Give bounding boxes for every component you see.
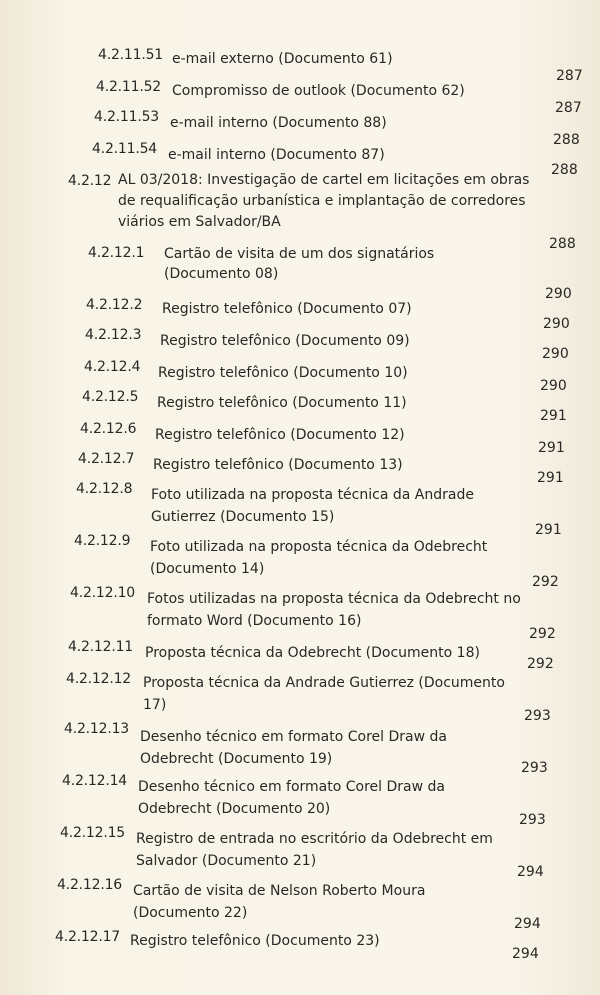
entry-page-number: 294 xyxy=(512,946,539,962)
entry-title: Cartão de visita de Nelson Roberto Moura (Documento 22) xyxy=(133,883,426,921)
entry-page-number: 292 xyxy=(532,574,559,590)
entry-number: 4.2.11.53 xyxy=(94,109,159,125)
entry-page-number: 291 xyxy=(535,522,562,538)
entry-page-number: 287 xyxy=(556,68,583,84)
entry-title: Registro telefônico (Documento 09) xyxy=(160,333,410,349)
entry-number: 4.2.12.11 xyxy=(68,639,133,655)
entry-title: Proposta técnica da Andrade Gutierrez (Documento 17) xyxy=(143,675,505,713)
entry-number: 4.2.12.17 xyxy=(55,929,120,945)
entry-number: 4.2.12.6 xyxy=(80,421,137,437)
entry-page-number: 292 xyxy=(529,626,556,642)
entry-number: 4.2.12.8 xyxy=(76,481,133,497)
entry-title: Desenho técnico em formato Corel Draw da Odebrecht (Documento 19) xyxy=(140,729,447,767)
entry-number: 4.2.12.4 xyxy=(84,359,141,375)
entry-page-number: 290 xyxy=(543,316,570,332)
entry-page-number: 291 xyxy=(538,440,565,456)
entry-number: 4.2.12.9 xyxy=(74,533,131,549)
entry-title: Registro telefônico (Documento 23) xyxy=(130,933,380,949)
entry-title: Foto utilizada na proposta técnica da Odebrecht (Documento 14) xyxy=(150,539,488,577)
entry-number: 4.2.12.7 xyxy=(78,451,135,467)
entry-number: 4.2.11.54 xyxy=(92,141,157,157)
entry-title: Foto utilizada na proposta técnica da Andrade Gutierrez (Documento 15) xyxy=(151,487,474,525)
entry-title: e-mail interno (Documento 87) xyxy=(168,147,385,163)
entry-page-number: 288 xyxy=(551,162,578,178)
entry-page-number: 291 xyxy=(537,470,564,486)
entry-number: 4.2.12.1 xyxy=(88,245,145,261)
entry-page-number: 290 xyxy=(545,286,572,302)
entry-number: 4.2.12.3 xyxy=(85,327,142,343)
entry-number: 4.2.11.52 xyxy=(96,79,161,95)
entry-title: Fotos utilizadas na proposta técnica da Odebrecht no formato Word (Documento 16) xyxy=(147,591,521,629)
entry-title: e-mail externo (Documento 61) xyxy=(172,51,393,67)
entry-number: 4.2.12.10 xyxy=(70,585,135,601)
entry-title: Registro telefônico (Documento 12) xyxy=(155,427,405,443)
entry-page-number: 294 xyxy=(514,916,541,932)
entry-number: 4.2.12.5 xyxy=(82,389,139,405)
entry-title: Desenho técnico em formato Corel Draw da Odebrecht (Documento 20) xyxy=(138,779,445,817)
entry-page-number: 288 xyxy=(549,236,576,252)
entry-page-number: 288 xyxy=(553,132,580,148)
entry-title: Registro telefônico (Documento 10) xyxy=(158,365,408,381)
entry-title: AL 03/2018: Investigação de cartel em licitações em obras de requalificação urbanística e implantação de corredores viários em Salvador/BA xyxy=(118,172,530,230)
entry-title: Registro telefônico (Documento 07) xyxy=(162,301,412,317)
entry-title: e-mail interno (Documento 88) xyxy=(170,115,387,131)
entry-page-number: 294 xyxy=(517,864,544,880)
entry-number: 4.2.12 xyxy=(68,173,112,189)
entry-page-number: 293 xyxy=(519,812,546,828)
entry-title: Proposta técnica da Odebrecht (Documento 18) xyxy=(145,645,480,661)
entry-title: Cartão de visita de um dos signatários (Documento 08) xyxy=(164,246,435,282)
entry-page-number: 291 xyxy=(540,408,567,424)
entry-title: Compromisso de outlook (Documento 62) xyxy=(172,83,465,99)
entry-page-number: 287 xyxy=(555,100,582,116)
entry-number: 4.2.12.12 xyxy=(66,671,131,687)
entry-page-number: 293 xyxy=(521,760,548,776)
entry-title: Registro de entrada no escritório da Odebrecht em Salvador (Documento 21) xyxy=(136,831,493,869)
entry-number: 4.2.12.16 xyxy=(57,877,122,893)
entry-page-number: 293 xyxy=(524,708,551,724)
entry-number: 4.2.12.15 xyxy=(60,825,125,841)
entry-number: 4.2.12.14 xyxy=(62,773,127,789)
entry-page-number: 290 xyxy=(542,346,569,362)
entry-number: 4.2.12.2 xyxy=(86,297,143,313)
entry-title: Registro telefônico (Documento 13) xyxy=(153,457,403,473)
entry-title: Registro telefônico (Documento 11) xyxy=(157,395,407,411)
entry-number: 4.2.11.51 xyxy=(98,47,163,63)
entry-page-number: 292 xyxy=(527,656,554,672)
entry-number: 4.2.12.13 xyxy=(64,721,129,737)
entry-page-number: 290 xyxy=(540,378,567,394)
